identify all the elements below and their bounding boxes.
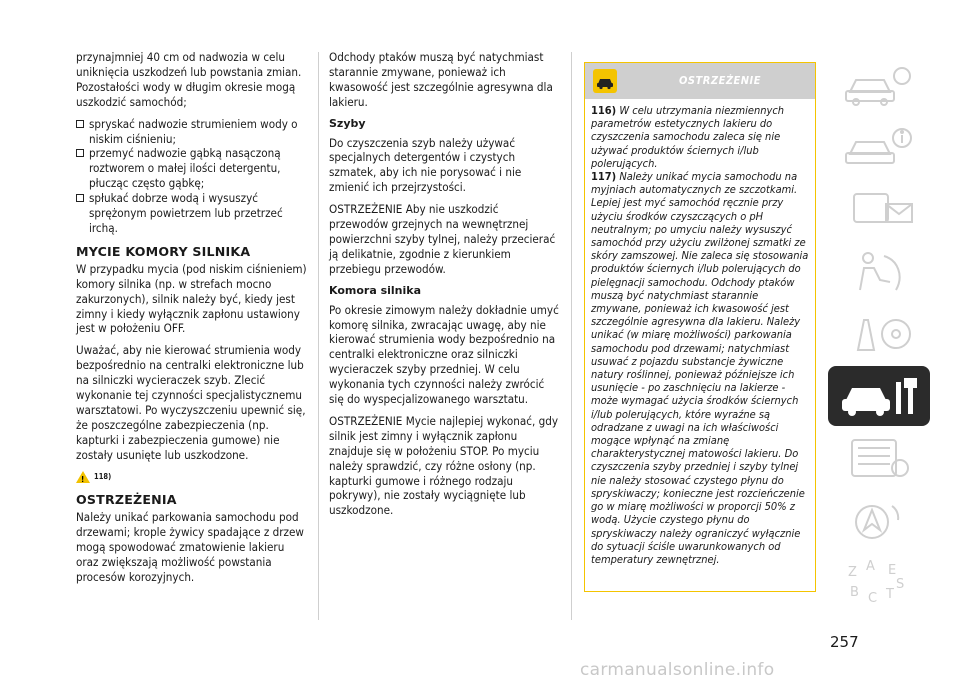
- warning-reference: ! 118): [76, 470, 308, 485]
- paragraph: W przypadku mycia (pod niskim ciśnieniem) komory silnika (np. w strefach mocno zakurzonych), silnik należy być, kiedy jest zimny i kiedy wyłącznik zapłonu ustawiony jest w położeniu OFF.: [76, 261, 307, 336]
- tab-servicing-care[interactable]: [828, 366, 930, 426]
- tab-safety[interactable]: [828, 242, 930, 302]
- page-number: 257: [830, 633, 859, 651]
- paragraph: Uważać, aby nie kierować strumienia wody bezpośrednio na centralki elektroniczne lub na silniczki wycieraczek szyb. Zlecić wykonanie tej czynności specjalistycznemu warsztatowi. Po wyczyszczeniu upewnić się, że poszczególne zabezpieczenia (np. kapturki i zabezpieczenia gumowe) nie zostały usunięte lub uszkodzone.: [76, 343, 306, 462]
- paragraph: Po okresie zimowym należy dokładnie umyć komorę silnika, zwracając uwagę, aby nie kierować strumienia wody bezpośrednio na centralki elektroniczne oraz silniczki wycieraczek szyby przedniej. W celu wykonania tych czynności należy zwrócić się do wyspecjalizowanego warsztatu.: [329, 302, 559, 407]
- person-icon: [838, 248, 920, 296]
- warning-box-header: [585, 63, 815, 99]
- paragraph: OSTRZEŻENIE Mycie najlepiej wykonać, gdy silnik jest zimny i wyłącznik zapłonu znajduje się w położeniu STOP. Po myciu należy sprawdzić, czy różne osłony (np. kapturki gumowe i różnego rodzaju pokrywy), nie zostały wyciągnięte lub uszkodzone.: [329, 413, 559, 518]
- warning-triangle-icon: [76, 471, 90, 483]
- bullet-item: spryskać nadwozie strumieniem wody o niskim ciśnieniu;: [76, 117, 308, 147]
- warning-item-117: 117) Należy unikać mycia samochodu na myjniach automatycznych ze szczotkami. Lepiej jest myć samochód ręcznie przy użyciu środków czyszczących o pH neutralnym; po umyciu należy wysuszyć samochód przy użyciu zwilżonej szmatki ze skóry zamszowej. Nie zaleca się stosowania produktów ściernych i/lub polerujących do pielęgnacji samochodu. Odchody ptaków muszą być natychmiast starannie zmywane, ponieważ ich kwasowość jest szczególnie agresywna dla lakieru. Należy unikać (w miarę możliwości) parkowania samochodu pod drzewami; natychmiast usuwać z pojazdu substancje żywiczne natury roślinnej, ponieważ późniejsze ich usunięcie - po zaschnięciu na lakierze - może wymagać użycia środków ściernych i/lub polerujących, które wyraźne są odradzane z uwagi na ich właściwości mogące wpłynąć na zmianę charakterystycznej matowości lakieru. Do czyszczenia szyby przedniej i szyby tylnej nie należy stosować czystego płynu do spryskiwaczy; konieczne jest rozcieńczenie go w miarę możliwości w proporcji 50% z wodą. Użycie czystego płynu do spryskiwaczy należy ograniczyć wyłącznie do sytuacji ściśle uwarunkowanych od temperatury zewnętrznej.: [591, 170, 809, 566]
- info-icon: [838, 124, 920, 172]
- checkbox-bullet-icon: [76, 120, 84, 128]
- text-column-middle: [329, 50, 559, 525]
- tab-index[interactable]: [828, 552, 930, 612]
- watermark: carmanualsonline.info: [580, 660, 775, 680]
- tab-starting-driving[interactable]: [828, 304, 930, 364]
- bullet-item: przemyć nadwozie gąbką nasączoną roztworem o małej ilości detergentu, płucząc często gąbkę;: [76, 146, 308, 191]
- paragraph: Odchody ptaków muszą być natychmiast starannie zmywane, ponieważ ich kwasowość jest szczególnie agresywna dla lakieru.: [329, 50, 553, 109]
- tab-technical-data[interactable]: [828, 428, 930, 488]
- checkbox-bullet-icon: [76, 149, 84, 157]
- svg-text:S: S: [896, 577, 905, 592]
- car-skid-warning-icon: [593, 69, 617, 93]
- alphabet-index-icon: [838, 558, 920, 606]
- svg-text:E: E: [888, 563, 897, 578]
- paragraph: Do czyszczenia szyb należy używać specjalnych detergentów i czystych szmatek, aby ich nie porysować i nie zmienić ich przejrzystości.: [329, 135, 522, 195]
- tab-multimedia[interactable]: [828, 490, 930, 550]
- warning-box-body: [585, 99, 815, 566]
- paragraph: Należy unikać parkowania samochodu pod drzewami; krople żywicy spadające z drzew mogą spowodować zmatowienie lakieru oraz zwiększają możliwość powstania procesów korozyjnych.: [76, 510, 304, 584]
- car-wrench-icon: [838, 372, 920, 420]
- paragraph: OSTRZEŻENIE Aby nie uszkodzić przewodów grzejnych na wewnętrznej powierzchni szyby tylnej, należy przecierać ją delikatnie, zgodnie z kierunkiem przebiegu przewodów.: [329, 202, 556, 276]
- column-divider: [571, 52, 572, 620]
- section-heading-warnings: OSTRZEŻENIA: [76, 492, 177, 508]
- paragraph: przynajmniej 40 cm od nadwozia w celu uniknięcia uszkodzeń lub powstania zmian. Pozostałości wody w długim okresie mogą uszkodzić samochód;: [76, 50, 302, 109]
- warning-box: [584, 62, 816, 592]
- bullet-item: spłukać dobrze wodą i wysuszyć sprężonym powietrzem lub przetrzeć irchą.: [76, 191, 308, 236]
- column-divider: [318, 52, 319, 620]
- svg-text:Z: Z: [848, 565, 857, 580]
- warning-box-title: OSTRZEŻENIE: [678, 74, 761, 87]
- chapter-navigation: [828, 56, 930, 614]
- warning-item-116: 116) W celu utrzymania niezmiennych parametrów estetycznych lakieru do czyszczenia samochodu zaleca się nie używać produktów ściernych i/lub polerujących.: [591, 104, 785, 170]
- subheading-engine-bay: Komora silnika: [329, 283, 422, 297]
- list-icon: [838, 434, 920, 482]
- svg-text:C: C: [868, 591, 878, 606]
- subheading-windows: Szyby: [329, 116, 366, 130]
- tab-warning-lights[interactable]: [828, 180, 930, 240]
- svg-text:A: A: [866, 559, 875, 574]
- section-heading-engine-wash: MYCIE KOMORY SILNIKA: [76, 243, 251, 259]
- navigation-icon: [838, 496, 920, 544]
- tab-getting-to-know[interactable]: [828, 118, 930, 178]
- svg-text:B: B: [850, 585, 859, 600]
- mail-icon: [838, 186, 920, 234]
- text-column-left: [76, 50, 308, 592]
- svg-text:T: T: [886, 587, 894, 602]
- car-info-icon: [838, 62, 920, 110]
- service-icon: [838, 310, 920, 358]
- tab-dashboard[interactable]: [828, 56, 930, 116]
- checkbox-bullet-icon: [76, 194, 84, 202]
